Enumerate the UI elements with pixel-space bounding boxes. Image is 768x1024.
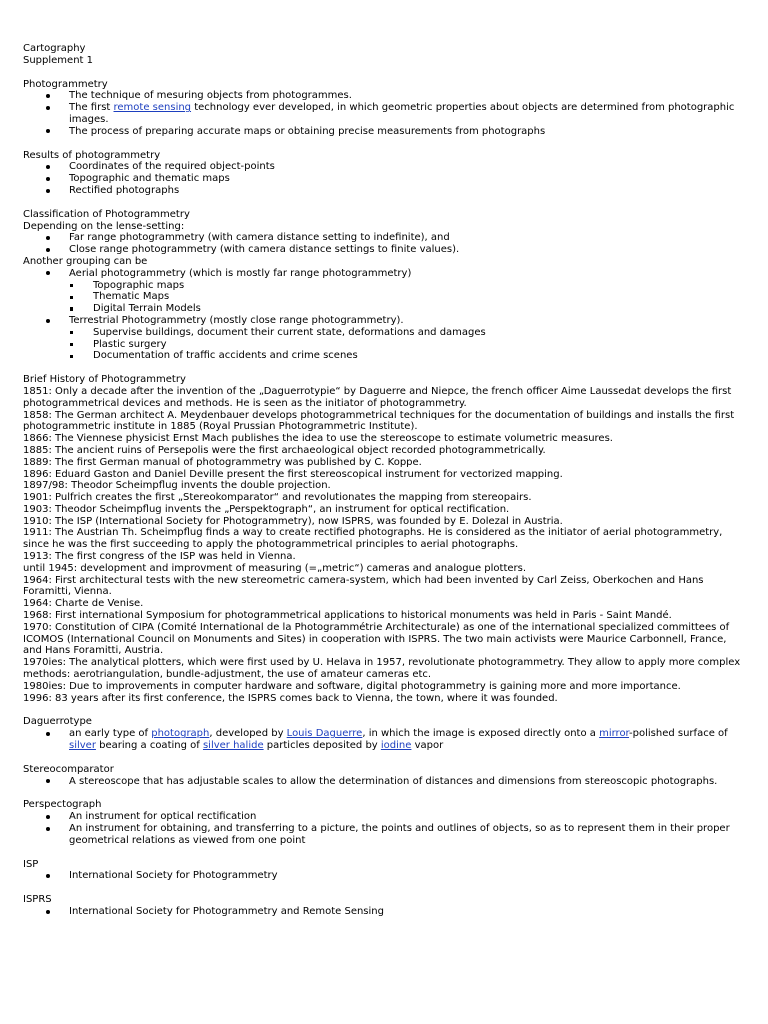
document-body: [23, 43, 747, 918]
section-heading-stereocomparator: Stereocomparator: [23, 763, 114, 775]
silver-halide-link[interactable]: silver halide: [202, 740, 264, 752]
sublist-item: Documentation of traffic accidents and crime scenes: [23, 350, 747, 362]
lense-list: [23, 232, 747, 256]
list-item: Rectified photographs: [23, 185, 747, 197]
text: -polished surface of: [629, 728, 728, 740]
section-heading-history: Brief History of Photogrammetry: [23, 374, 186, 386]
section-heading-isprs: ISPRS: [23, 894, 52, 906]
history-entry: until 1945: development and improvment of measuring (=„metric“) cameras and analogue plotters.: [23, 562, 527, 574]
history-entry: 1964: Charte de Venise.: [23, 598, 144, 610]
louis-daguerre-link[interactable]: Louis Daguerre: [286, 728, 363, 740]
remote-sensing-link[interactable]: remote sensing: [113, 102, 192, 114]
list-item: International Society for Photogrammetry: [23, 870, 747, 882]
text: an early type of: [69, 728, 152, 740]
grouping-list: [23, 268, 747, 362]
photograph-link[interactable]: photograph: [151, 728, 210, 740]
isprs-list: [23, 906, 747, 918]
text: Aerial photogrammetry (which is mostly far range photogrammetry): [69, 267, 412, 279]
history-entry: 1897/98: Theodor Scheimpflug invents the double projection.: [23, 480, 331, 492]
text: , in which the image is exposed directly onto a: [362, 728, 600, 740]
history-entry: 1889: The first German manual of photogrammetry was published by C. Koppe.: [23, 456, 422, 468]
section-heading-classification: Classification of Photogrammetry: [23, 208, 190, 220]
history-entry: 1964: First architectural tests with the new stereometric camera-system, which had been invented by Carl Zeiss, Oberkochen and Hans Foramitti, Vienna.: [23, 574, 704, 598]
isp-list: [23, 870, 747, 882]
history-entry: 1896: Eduard Gaston and Daniel Deville present the first stereoscopical instrument for vectorized mapping.: [23, 468, 563, 480]
history-entry: 1901: Pulfrich creates the first „Stereokomparator“ and revolutionates the mapping from stereopairs.: [23, 492, 532, 504]
history-entry: 1980ies: Due to improvements in computer hardware and software, digital photogrammetry is gaining more and more importance.: [23, 680, 681, 692]
text: technology ever developed, in which geometric properties about objects are determined from photographic images.: [69, 102, 735, 125]
list-item: [23, 315, 747, 362]
list-item: Far range photogrammetry (with camera distance setting to indefinite), and: [23, 232, 747, 244]
iodine-link[interactable]: iodine: [380, 740, 412, 752]
text: The first: [69, 102, 114, 114]
text: , developed by: [209, 728, 287, 740]
silver-link[interactable]: silver: [69, 740, 96, 752]
lense-setting-label: Depending on the lense-setting:: [23, 220, 185, 232]
history-entry: 1911: The Austrian Th. Scheimpflug finds a way to create rectified photographs. He is considered as the initiator of aerial photogrammetry, since he was the first succeeding to apply the photogrammetrical principles to aerial photographs.: [23, 527, 723, 551]
history-entry: 1970ies: The analytical plotters, which were first used by U. Helava in 1957, revolutionate photogrammetry. They allow to apply more complex methods: aerotriangulation, bundle-adjustment, the use of amateur cameras etc.: [23, 657, 741, 681]
history-entries: [23, 386, 747, 705]
list-item: [23, 268, 747, 315]
list-item: The technique of mesuring objects from photogrammes.: [23, 90, 747, 102]
list-item: Close range photogrammetry (with camera distance settings to finite values).: [23, 244, 747, 256]
list-item: [23, 102, 747, 126]
list-item: A stereoscope that has adjustable scales to allow the determination of distances and dimensions from stereoscopic photographs.: [23, 776, 747, 788]
text: Terrestrial Photogrammetry (mostly close range photogrammetry).: [69, 314, 404, 326]
history-entry: 1996: 83 years after its first conference, the ISPRS comes back to Vienna, the town, where it was founded.: [23, 692, 558, 704]
history-entry: 1885: The ancient ruins of Persepolis were the first archaeological object recorded photogrammetrically.: [23, 444, 546, 456]
history-entry: 1851: Only a decade after the invention of the „Daguerrotypie“ by Daguerre and Niepce, the french officer Aime Laussedat develops the first photogrammetrical devices and methods. He is seen as the initiator of photogrammetry.: [23, 385, 732, 409]
another-grouping-label: Another grouping can be: [23, 255, 148, 267]
section-heading-perspectograph: Perspectograph: [23, 799, 102, 811]
section-heading-daguerrotype: Daguerrotype: [23, 716, 92, 728]
list-item: Coordinates of the required object-points: [23, 161, 747, 173]
list-item: International Society for Photogrammetry and Remote Sensing: [23, 906, 747, 918]
sublist-item: Plastic surgery: [23, 339, 747, 351]
photogrammetry-list: [23, 90, 747, 137]
mirror-link[interactable]: mirror: [599, 728, 630, 740]
section-heading-isp: ISP: [23, 858, 39, 870]
text: bearing a coating of: [95, 740, 203, 752]
text: vapor: [411, 740, 444, 752]
history-entry: 1913: The first congress of the ISP was held in Vienna.: [23, 551, 296, 563]
history-entry: 1910: The ISP (International Society for Photogrammetry), now ISPRS, was founded by E. Dolezal in Austria.: [23, 515, 563, 527]
terrestrial-sublist: [69, 327, 747, 362]
document-title: Cartography: [23, 43, 86, 54]
history-entry: 1968: First international Symposium for photogrammetrical applications to historical monuments was held in Paris - Saint Mandé.: [23, 610, 672, 622]
list-item: Topographic and thematic maps: [23, 173, 747, 185]
results-list: [23, 161, 747, 196]
section-heading-photogrammetry: Photogrammetry: [23, 78, 108, 90]
history-entry: 1866: The Viennese physicist Ernst Mach publishes the idea to use the stereoscope to estimate volumetric measures.: [23, 433, 613, 445]
document-subtitle: Supplement 1: [23, 54, 94, 66]
aerial-sublist: [69, 280, 747, 315]
sublist-item: Digital Terrain Models: [23, 303, 747, 315]
list-item: [23, 728, 747, 752]
sublist-item: Topographic maps: [23, 280, 747, 292]
sublist-item: Thematic Maps: [23, 291, 747, 303]
history-entry: 1970: Constitution of CIPA (Comité International de la Photogrammétrie Architecturale) as one of the international specialized committees of ICOMOS (International Council on Monuments and Sites) in cooperation with ISPRS. The two main activists were Maurice Carbonnell, France, and Hans Foramitti, Austria.: [23, 621, 730, 657]
text: particles deposited by: [263, 740, 381, 752]
list-item: An instrument for obtaining, and transferring to a picture, the points and outlines of objects, so as to represent them in their proper geometrical relations as viewed from one point: [23, 823, 747, 847]
section-heading-results: Results of photogrammetry: [23, 149, 161, 161]
daguerrotype-list: [23, 728, 747, 752]
history-entry: 1903: Theodor Scheimpflug invents the „Perspektograph“, an instrument for optical rectification.: [23, 503, 510, 515]
history-entry: 1858: The German architect A. Meydenbauer develops photogrammetrical techniques for the documentation of buildings and installs the first photogrammetric institute in 1885 (Royal Prussian Photogrammetric Institute).: [23, 409, 735, 433]
perspectograph-list: [23, 811, 747, 846]
sublist-item: Supervise buildings, document their current state, deformations and damages: [23, 327, 747, 339]
list-item: The process of preparing accurate maps or obtaining precise measurements from photographs: [23, 126, 747, 138]
list-item: An instrument for optical rectification: [23, 811, 747, 823]
stereocomparator-list: [23, 776, 747, 788]
